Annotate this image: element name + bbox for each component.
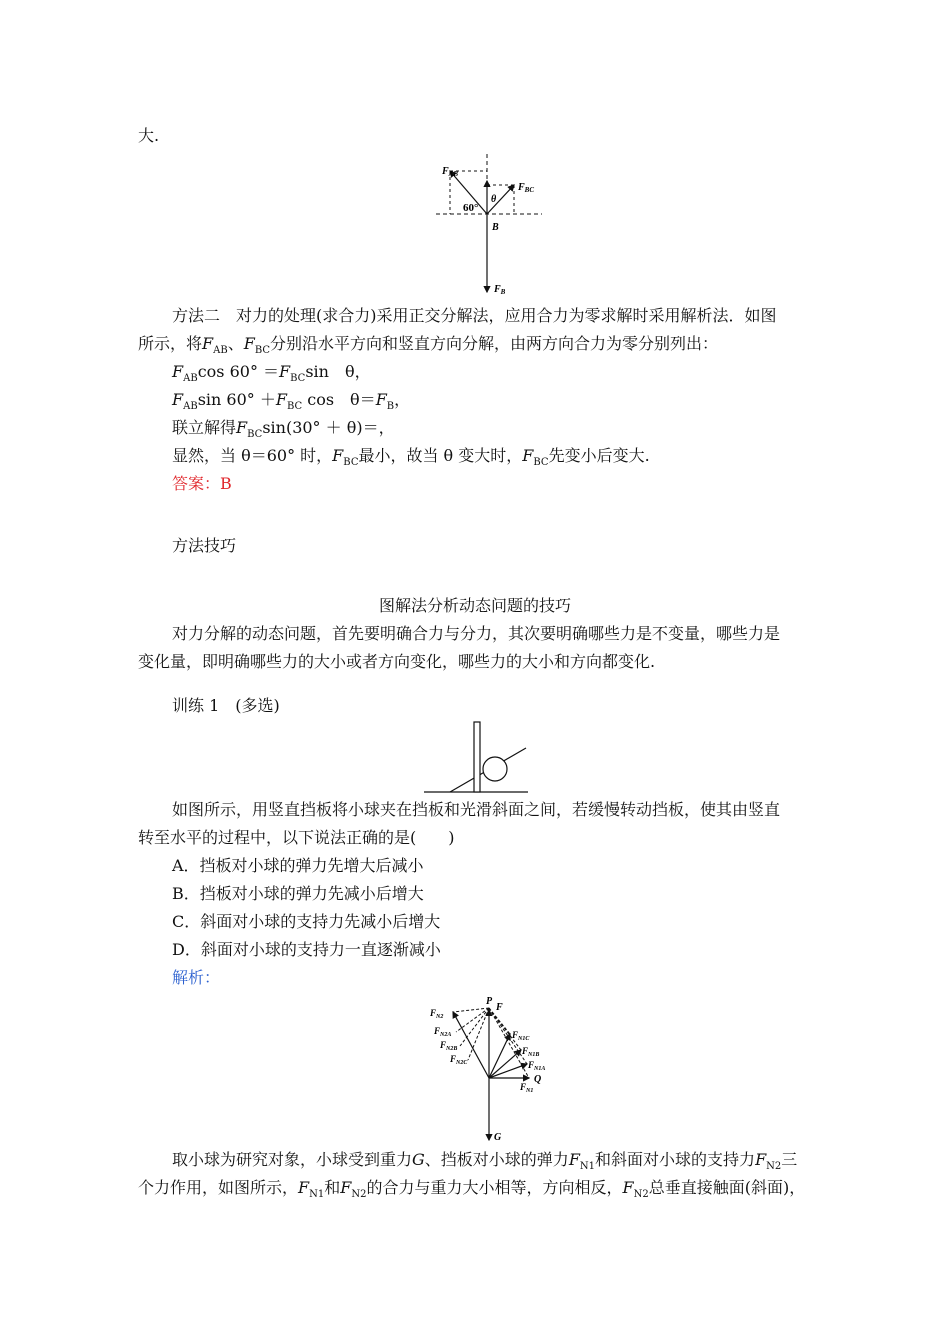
label-fbc: $F_{BC}$ [518,182,535,194]
tips-heading: 方法技巧 [172,536,237,555]
option-c: C．斜面对小球的支持力先减小后增大 [172,912,441,931]
tips-title: 图解法分析动态问题的技巧 [378,596,571,615]
label-p: P [486,996,493,1007]
label-fn2a: $F_{N2A}$ [434,1026,452,1038]
label-fab: $F_{AB}$ [442,166,459,178]
method2-eq4: 显然，当 θ＝60° 时，$F_{BC}$最小，故当 θ 变大时，$F_{BC}$先变小后变大. [172,446,650,469]
label-fn1a: $F_{N1A}$ [528,1060,546,1072]
label-theta: θ [491,194,497,205]
label-q: Q [534,1074,542,1085]
option-b: B．挡板对小球的弹力先减小后增大 [172,884,424,903]
method2-eq3: 联立解得$F_{BC}\sin(30^\circ + \theta)=$， [172,418,395,441]
label-fn1b: $F_{N1B}$ [522,1046,540,1058]
label-fn1c: $F_{N1C}$ [512,1030,530,1042]
analysis-label: 解析： [172,968,221,987]
question-line2: 转至水平的过程中，以下说法正确的是( ) [138,828,455,847]
method2-eq1: $F_{AB}\cos$ $60^\circ =F_{BC}\sin$ θ， [172,362,371,385]
force-diagram-2 [428,994,568,1144]
label-fb: $F_B$ [494,284,506,296]
label-b: B [492,222,499,233]
force-diagram-1 [430,152,550,300]
answer: 答案：B [172,474,232,493]
last-paragraph-line2: 个力作用，如图所示，$F_{N1}$和$F_{N2}$的合力与重力大小相等，方向相反，$F_{N2}$总垂直接触面(斜面)， [138,1178,806,1201]
label-g: G [494,1132,502,1143]
tips-paragraph-line2: 变化量，即明确哪些力的大小或者方向变化，哪些力的大小和方向都变化. [138,652,656,671]
question-line1: 如图所示，用竖直挡板将小球夹在挡板和光滑斜面之间，若缓慢转动挡板，使其由竖直 [172,800,781,819]
method2-eq2: $F_{AB}\sin$ $60^\circ +F_{BC}$ cos $\theta=F_B$， [172,390,411,413]
option-a: A．挡板对小球的弹力先增大后减小 [172,856,424,875]
last-paragraph-line1: 取小球为研究对象，小球受到重力G、挡板对小球的弹力$F_{N1}$和斜面对小球的支持力$F_{N2}$三 [172,1150,798,1173]
tips-paragraph-line1: 对力分解的动态问题，首先要明确合力与分力，其次要明确哪些力是不变量，哪些力是 [172,624,781,643]
exercise-title: 训练 1 (多选) [172,696,280,715]
top-text: 大. [138,126,160,145]
incline-ball-diagram [420,720,532,796]
label-fn1: $F_{N1}$ [520,1082,534,1094]
label-fn2b: $F_{N2B}$ [440,1040,458,1052]
method2-line1: 方法二 对力的处理(求合力)采用正交分解法，应用合力为零求解时采用解析法．如图 [172,306,777,325]
label-fn2c: $F_{N2C}$ [450,1054,468,1066]
label-f: F [496,1002,503,1013]
label-fn2: $F_{N2}$ [430,1008,444,1020]
option-d: D．斜面对小球的支持力一直逐渐减小 [172,940,441,959]
label-60: 60° [463,202,479,214]
method2-line2: 所示，将$F_{AB}$、$F_{BC}$分别沿水平方向和竖直方向分解，由两方向合力为零分别列出： [138,334,719,357]
